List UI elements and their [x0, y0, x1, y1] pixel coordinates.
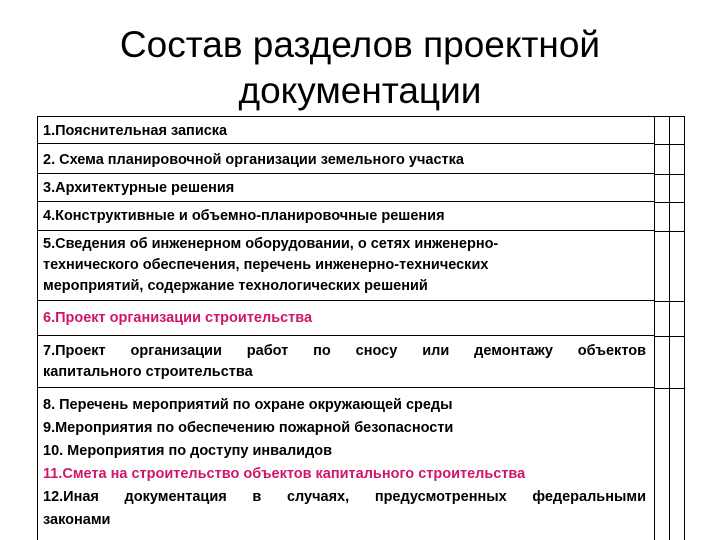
- table-column-divider-2: [669, 116, 670, 540]
- section-5-line-1: 5.Сведения об инженерном оборудовании, о сетях инженерно-: [43, 236, 499, 252]
- side-row-divider: [654, 144, 685, 145]
- side-row-divider: [654, 336, 685, 337]
- section-6-text: 6.Проект организации строительства: [43, 310, 313, 326]
- section-12-line-1: 12.Иная документация в случаях, предусмотренных федеральными: [43, 489, 646, 505]
- section-5-line-2: технического обеспечения, перечень инженерно-технических: [43, 257, 489, 273]
- table-column-divider-3: [684, 116, 685, 540]
- table-row-section-6: [37, 301, 654, 336]
- table-row-section-3: [37, 174, 654, 202]
- section-10-text: 10. Мероприятия по доступу инвалидов: [43, 443, 333, 459]
- side-row-divider: [654, 231, 685, 232]
- section-11-text: 11.Смета на строительство объектов капитального строительства: [43, 466, 526, 482]
- table-row-section-4: [37, 202, 654, 231]
- table-row-section-5: [37, 231, 654, 301]
- section-5-line-3: мероприятий, содержание технологических решений: [43, 278, 428, 294]
- table-row-section-8-12: [37, 389, 654, 540]
- side-row-divider: [654, 301, 685, 302]
- section-9-text: 9.Мероприятия по обеспечению пожарной безопасности: [43, 420, 454, 436]
- title-line-2: документации: [238, 70, 482, 111]
- section-1-text: 1.Пояснительная записка: [43, 123, 228, 139]
- side-row-divider: [654, 388, 685, 389]
- table-row-section-2: [37, 145, 654, 174]
- table-column-divider-1: [654, 116, 655, 540]
- side-row-divider: [654, 202, 685, 203]
- section-7-line-2: капитального строительства: [43, 364, 253, 380]
- section-2-text: 2. Схема планировочной организации земельного участка: [43, 152, 464, 168]
- section-7-line-1: 7.Проект организации работ по сносу или демонтажу объектов: [43, 343, 646, 359]
- table-row-section-1: [37, 117, 654, 144]
- side-row-divider: [654, 174, 685, 175]
- section-12-line-2: законами: [43, 512, 111, 528]
- section-4-text: 4.Конструктивные и объемно-планировочные решения: [43, 208, 445, 224]
- title-line-1: Состав разделов проектной: [119, 24, 601, 65]
- section-8-text: 8. Перечень мероприятий по охране окружающей среды: [43, 397, 453, 413]
- table-row-section-7: [37, 336, 654, 388]
- section-3-text: 3.Архитектурные решения: [43, 180, 235, 196]
- page-title: [60, 22, 660, 114]
